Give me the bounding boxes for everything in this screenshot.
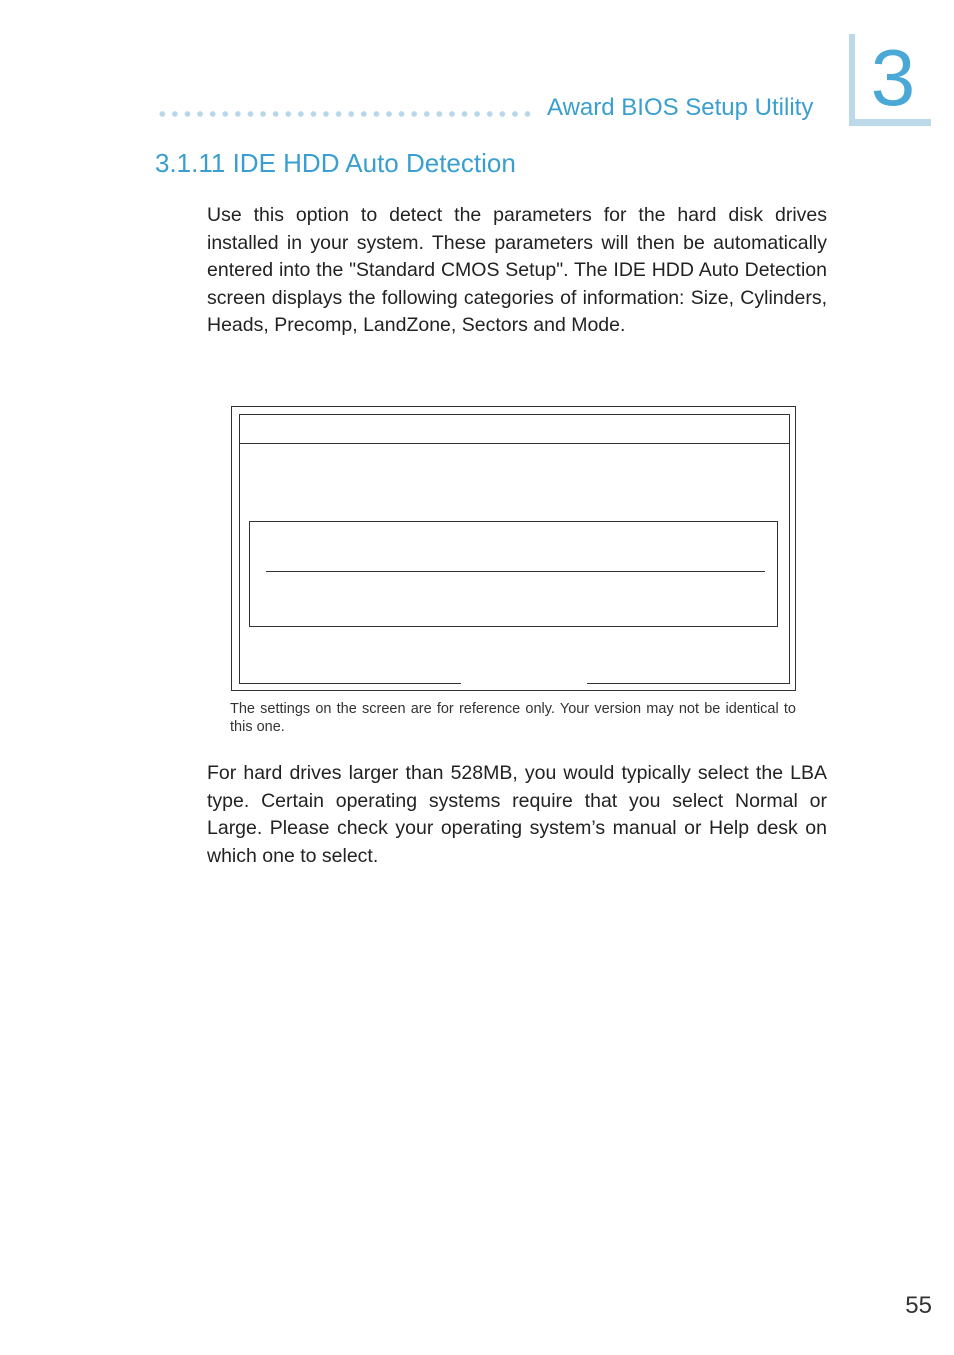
bios-screen-bottom-gap	[461, 682, 587, 688]
lba-paragraph: For hard drives larger than 528MB, you would typically select the LBA type. Certain operating systems require that you select Normal or Large. Please check your operating system’s manual or Help desk on which one to select.	[207, 762, 827, 867]
page-number: 55	[905, 1292, 932, 1319]
screen-caption: The settings on the screen are for reference only. Your version may not be identical to this one.	[230, 701, 796, 735]
header-dotted-leader	[156, 110, 536, 118]
bios-screen-detection-box	[249, 521, 778, 627]
bios-screen-header-divider	[239, 443, 790, 444]
header-title: Award BIOS Setup Utility	[547, 94, 814, 121]
intro-paragraph: Use this option to detect the parameters for the hard disk drives installed in your system. These parameters will then be automatically entered into the "Standard CMOS Setup". The IDE HDD Auto Detection screen displays the following categories of information: Size, Cylinders, Heads, Precomp, LandZone, Sectors and Mode.	[207, 204, 827, 336]
chapter-tab-left-bar	[849, 34, 855, 126]
bios-screen-box-divider	[266, 571, 765, 572]
chapter-number: 3	[870, 33, 916, 122]
section-title: 3.1.11 IDE HDD Auto Detection	[155, 148, 516, 178]
